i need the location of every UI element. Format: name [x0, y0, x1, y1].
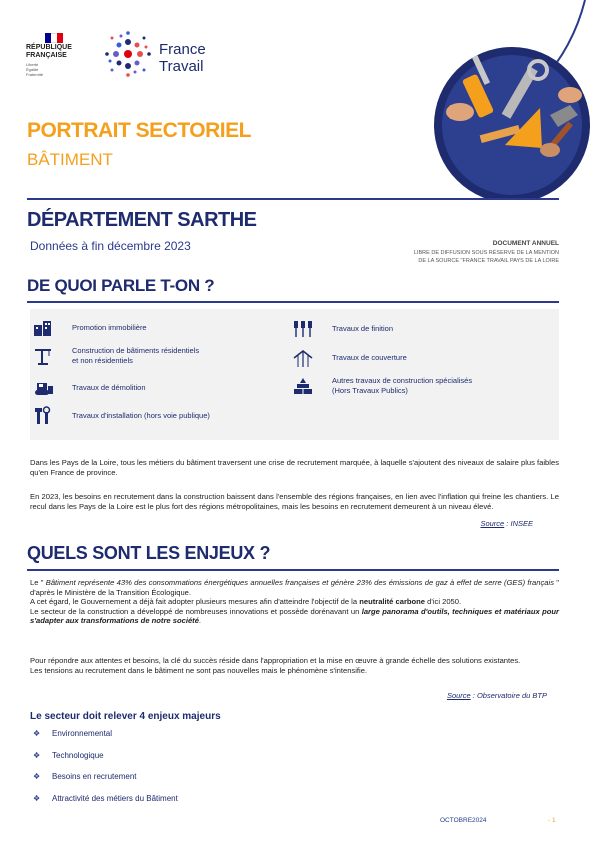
diamond-bullet-icon: ❖	[33, 794, 41, 803]
sector-label: Travaux de finition	[332, 324, 394, 333]
sector-item	[292, 375, 472, 397]
building-icon	[32, 317, 54, 339]
marianne-flag-icon	[45, 33, 63, 43]
list-item: ❖ Besoins en recrutement	[33, 772, 137, 781]
sector-label: Travaux de démolition	[72, 383, 146, 392]
list-item: ❖ Environnemental	[33, 729, 113, 738]
sector-label: Travaux de couverture	[332, 353, 407, 362]
bulldozer-icon	[32, 377, 54, 399]
page-title: PORTRAIT SECTORIEL	[27, 119, 251, 142]
roof-frame-icon	[292, 347, 314, 369]
sector-item	[292, 318, 393, 340]
divider	[27, 569, 559, 571]
crane-icon	[32, 345, 54, 367]
paragraph: Dans les Pays de la Loire, tous les métiers du bâtiment traversent une crise de recrutement marquée, à laquelle s'ajoutent des niveaux de salaire plus faibles qu'en France de province.	[30, 458, 559, 477]
france-travail-logo-icon	[104, 30, 152, 78]
source-note: Source : Observatoire du BTP	[446, 691, 547, 700]
divider	[27, 301, 559, 303]
paragraph: Pour répondre aux attentes et besoins, la clé du succès réside dans l'appropriation et la mise en œuvre à grande échelle des solutions existantes. Les tensions au recrutement dans le bâtiment ne sont pas nouvelles mais le phénomène s'intensifie.	[30, 656, 521, 675]
republique-motto: Liberté Égalité Fraternité	[26, 62, 44, 77]
paint-brushes-icon	[292, 318, 314, 340]
footer-date: OCTOBRE2024	[440, 817, 487, 824]
diamond-bullet-icon: ❖	[33, 751, 41, 760]
section-heading-quoi: DE QUOI PARLE T-ON ?	[27, 276, 215, 295]
sector-item	[292, 347, 407, 369]
sector-item	[32, 377, 146, 399]
document-type: DOCUMENT ANNUEL	[492, 240, 559, 247]
section-heading-enjeux: QUELS SONT LES ENJEUX ?	[27, 543, 271, 563]
divider	[27, 198, 559, 200]
construction-tools-illustration	[420, 0, 595, 200]
sector-label: Construction de bâtiments résidentiels et non résidentiels	[72, 346, 200, 365]
france-travail-logo-text: France Travail	[159, 41, 206, 75]
sectors-box	[30, 309, 559, 440]
list-item: ❖ Attractivité des métiers du Bâtiment	[33, 794, 178, 803]
bricks-icon	[292, 375, 314, 397]
data-date: Données à fin décembre 2023	[30, 239, 191, 253]
source-note: Source : INSEE	[480, 519, 533, 528]
tools-icon	[32, 405, 54, 427]
sector-label: Promotion immobilière	[72, 323, 147, 332]
department-title: DÉPARTEMENT SARTHE	[27, 209, 257, 231]
paragraph: En 2023, les besoins en recrutement dans la construction baissent dans l'ensemble des régions françaises, en lien avec l'inflation qui freine les chantiers. Le recul dans les Pays de la Loire est le plus fort des régions métropolitaines, mais les besoins en recrutement demeurent à un niveau élevé.	[30, 492, 559, 511]
document-rights: LIBRE DE DIFFUSION SOUS RÉSERVE DE LA MENTION DE LA SOURCE "FRANCE TRAVAIL PAYS DE LA LOIRE	[413, 250, 559, 264]
sector-item	[32, 405, 210, 427]
paragraph: Le " Bâtiment représente 43% des consommations énergétiques annuelles françaises et génère 23% des émissions de gaz à effet de serre (GES) français " d'après le Ministère de la Transition Écologique. A cet égard, le Gouvernement a déjà fait adopter plusieurs mesures afin d'atteindre l'objectif de la neutralité carbone d'ici 2050. Le secteur de la construction a développé de nombreuses innovations et possède dorénavant un large panorama d'outils, techniques et matériaux pour s'adapter aux transformations de notre société.	[30, 578, 559, 625]
sector-item	[32, 317, 147, 339]
enjeux-title: Le secteur doit relever 4 enjeux majeurs	[30, 711, 221, 722]
diamond-bullet-icon: ❖	[33, 729, 41, 738]
sector-item	[32, 345, 199, 367]
page-number: - 1	[548, 817, 556, 824]
sector-label: Autres travaux de construction spécialisés (Hors Travaux Publics)	[332, 376, 473, 395]
diamond-bullet-icon: ❖	[33, 772, 41, 781]
page-subtitle: BÂTIMENT	[27, 150, 113, 169]
sector-label: Travaux d'installation (hors voie publique)	[72, 411, 210, 420]
list-item: ❖ Technologique	[33, 751, 104, 760]
republique-francaise-logo: RÉPUBLIQUE FRANÇAISE	[26, 44, 72, 59]
